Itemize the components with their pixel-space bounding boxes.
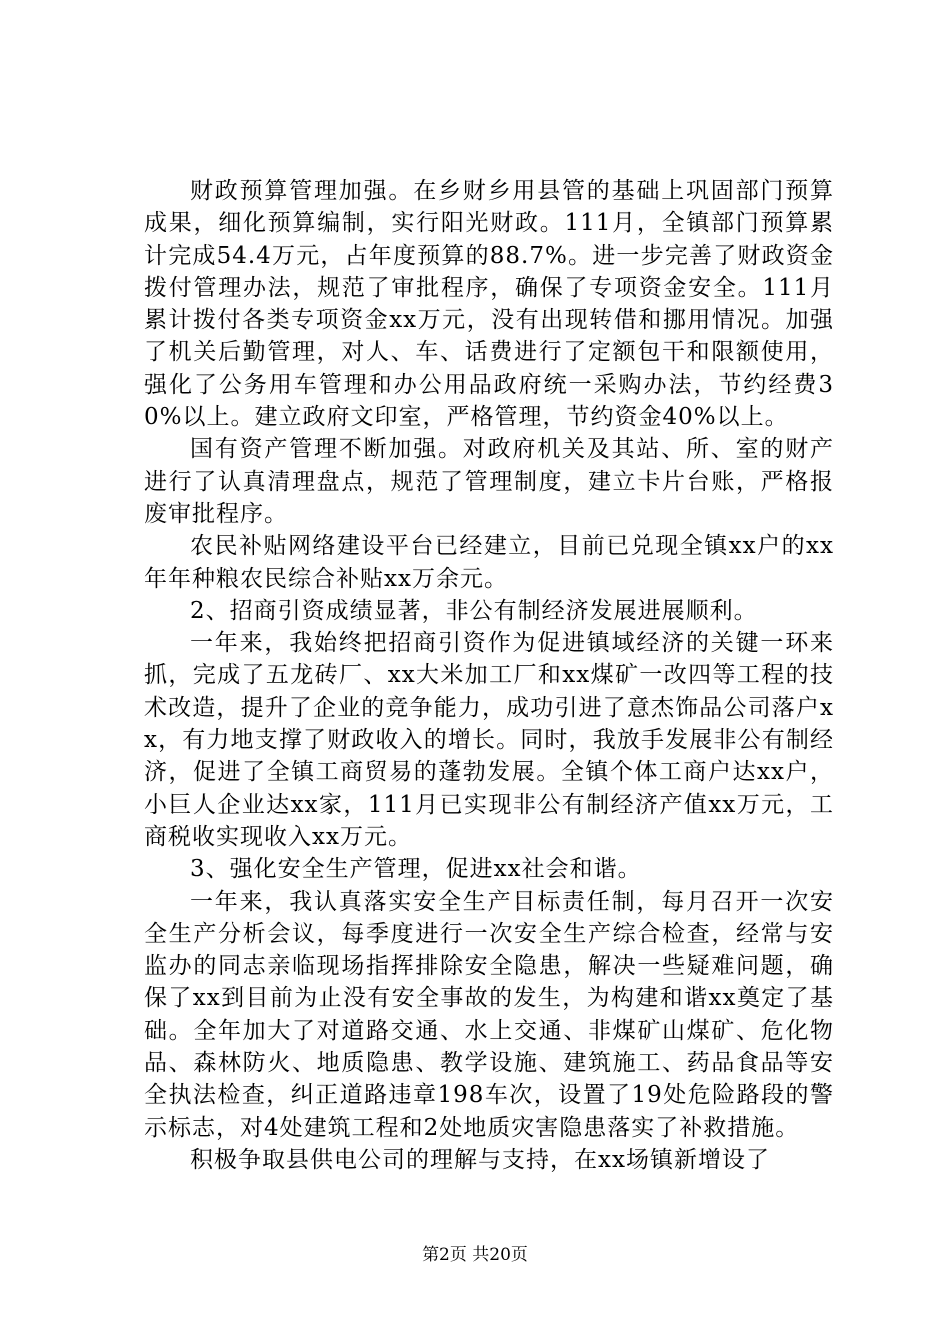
page-number-footer: 第2页 共20页 bbox=[422, 1245, 528, 1265]
document-body bbox=[144, 175, 834, 1176]
section-heading-investment: 2、招商引资成绩显著，非公有制经济发展进展顺利。 bbox=[190, 597, 758, 624]
paragraph-power-supply: 积极争取县供电公司的理解与支持，在xx场镇新增设了 bbox=[190, 1146, 770, 1173]
paragraph-budget: 财政预算管理加强。在乡财乡用县管的基础上巩固部门预算成果，细化预算编制，实行阳光财政。111月，全镇部门预算累计完成54.4万元，占年度预算的88.7%。进一步完善了财政资金拨付管理办法，规范了审批程序，确保了专项资金安全。111月累计拨付各类专项资金xx万元，没有出现转借和挪用情况。加强了机关后勤管理，对人、车、话费进行了定额包干和限额使用，强化了公务用车管理和办公用品政府统一采购办法，节约经费30%以上。建立政府文印室，严格管理，节约资金40%以上。 bbox=[144, 178, 834, 431]
paragraph-state-assets: 国有资产管理不断加强。对政府机关及其站、所、室的财产进行了认真清理盘点，规范了管理制度，建立卡片台账，严格报废审批程序。 bbox=[144, 436, 834, 527]
paragraph-investment: 一年来，我始终把招商引资作为促进镇域经济的关键一环来抓，完成了五龙砖厂、xx大米加工厂和xx煤矿一改四等工程的技术改造，提升了企业的竞争能力，成功引进了意杰饰品公司落户xx，有力地支撑了财政收入的增长。同时，我放手发展非公有制经济，促进了全镇工商贸易的蓬勃发展。全镇个体工商户达xx户，小巨人企业达xx家，111月已实现非公有制经济产值xx万元，工商税收实现收入xx万元。 bbox=[144, 630, 834, 850]
paragraph-safety: 一年来，我认真落实安全生产目标责任制，每月召开一次安全生产分析会议，每季度进行一次安全生产综合检查，经常与安监办的同志亲临现场指挥排除安全隐患，解决一些疑难问题，确保了xx到目前为止没有安全事故的发生，为构建和谐xx奠定了基础。全年加大了对道路交通、水上交通、非煤矿山煤矿、危化物品、森林防火、地质隐患、教学设施、建筑施工、药品食品等安全执法检查，纠正道路违章198车次，设置了19处危险路段的警示标志，对4处建筑工程和2处地质灾害隐患落实了补救措施。 bbox=[144, 888, 834, 1141]
section-heading-safety: 3、强化安全生产管理，促进xx社会和谐。 bbox=[190, 856, 642, 883]
paragraph-farmer-subsidy: 农民补贴网络建设平台已经建立，目前已兑现全镇xx户的xx年年种粮农民综合补贴xx万余元。 bbox=[144, 533, 834, 592]
